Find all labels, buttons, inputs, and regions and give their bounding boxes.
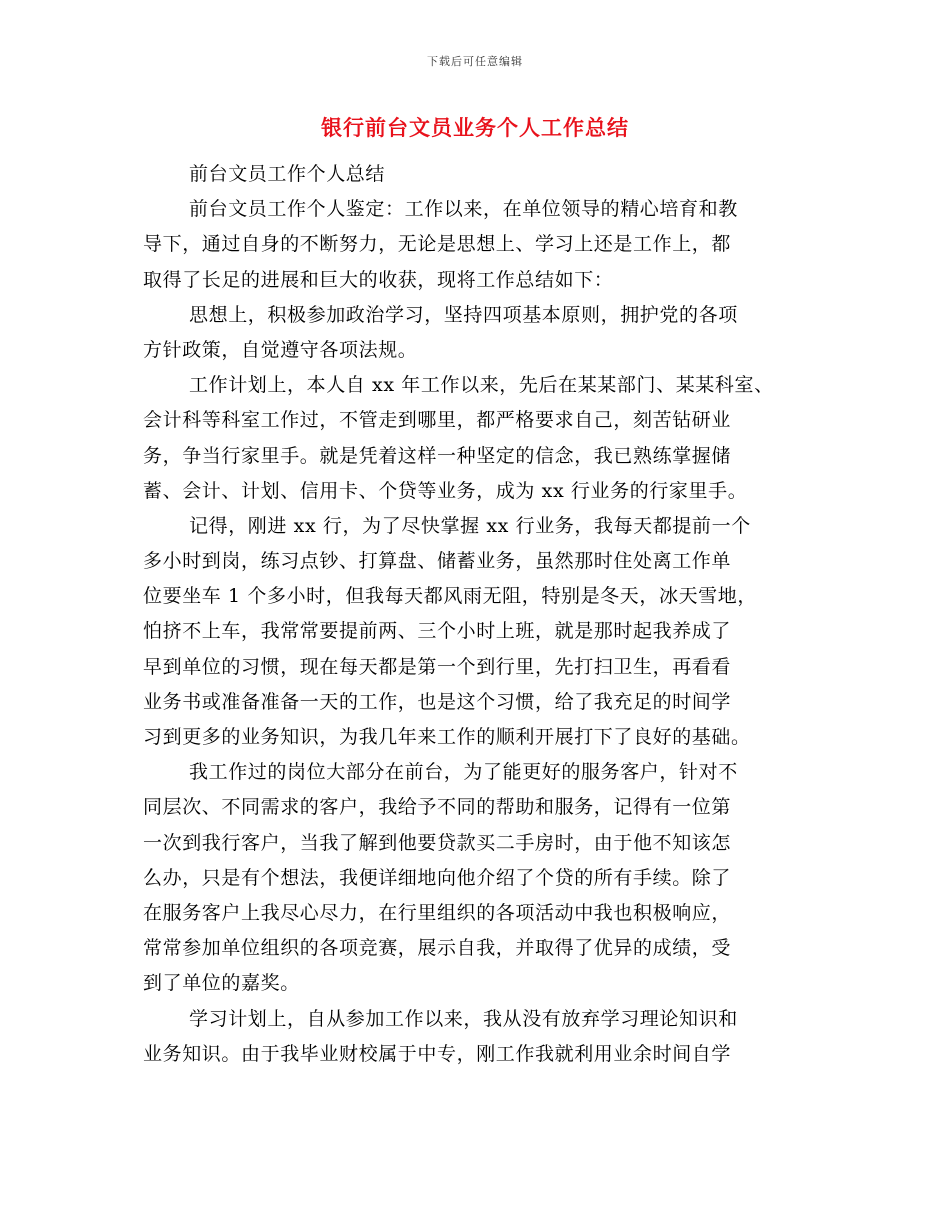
paragraph-line: 同层次、不同需求的客户，我给予不同的帮助和服务，记得有一位第 <box>143 796 732 819</box>
paragraph-line: 多小时到岗，练习点钞、打算盘、储蓄业务，虽然那时住处离工作单 <box>143 550 732 573</box>
paragraph-line: 方针政策，自觉遵守各项法规。 <box>143 338 418 361</box>
paragraph-line: 务，争当行家里手。就是凭着这样一种坚定的信念，我已熟练掌握储 <box>143 444 732 467</box>
paragraph-line: 记得，刚进 xx 行，为了尽快掌握 xx 行业务，我每天都提前一个 <box>189 514 751 537</box>
paragraph-line: 思想上，积极参加政治学习，坚持四项基本原则，拥护党的各项 <box>189 303 738 326</box>
paragraph-line: 业务书或准备准备一天的工作，也是这个习惯，给了我充足的时间学 <box>143 690 732 713</box>
paragraph-line: 前台文员工作个人鉴定：工作以来，在单位领导的精心培育和教 <box>189 198 738 221</box>
document-title: 银行前台文员业务个人工作总结 <box>321 115 629 140</box>
paragraph-line: 位要坐车 1 个多小时，但我每天都风雨无阻，特别是冬天，冰天雪地， <box>143 585 757 608</box>
paragraph-line: 早到单位的习惯，现在每天都是第一个到行里，先打扫卫生，再看看 <box>143 655 732 678</box>
paragraph-line: 取得了长足的进展和巨大的收获，现将工作总结如下： <box>143 268 614 291</box>
paragraph-line: 在服务客户上我尽心尽力，在行里组织的各项活动中我也积极响应， <box>143 901 732 924</box>
paragraph-line: 前台文员工作个人总结 <box>189 163 386 185</box>
paragraph-line: 常常参加单位组织的各项竞赛，展示自我，并取得了优异的成绩，受 <box>143 937 732 960</box>
paragraph-line: 我工作过的岗位大部分在前台，为了能更好的服务客户，针对不 <box>189 761 738 784</box>
paragraph-line: 业务知识。由于我毕业财校属于中专，刚工作我就利用业余时间自学 <box>143 1042 732 1065</box>
paragraph-line: 工作计划上，本人自 xx 年工作以来，先后在某某部门、某某科室、 <box>189 374 774 397</box>
paragraph-line: 么办，只是有个想法，我便详细地向他介绍了个贷的所有手续。除了 <box>143 866 732 889</box>
paragraph-line: 学习计划上，自从参加工作以来，我从没有放弃学习理论知识和 <box>189 1007 738 1030</box>
header-note: 下载后可任意编辑 <box>427 55 523 68</box>
paragraph-line: 导下，通过自身的不断努力，无论是思想上、学习上还是工作上，都 <box>143 233 732 256</box>
paragraph-line: 会计科等科室工作过，不管走到哪里，都严格要求自己，刻苦钻研业 <box>143 409 732 432</box>
paragraph-line: 习到更多的业务知识，为我几年来工作的顺利开展打下了良好的基础。 <box>143 726 751 748</box>
paragraph-line: 怕挤不上车，我常常要提前两、三个小时上班，就是那时起我养成了 <box>143 620 732 643</box>
paragraph-line: 到了单位的嘉奖。 <box>143 972 300 995</box>
paragraph-line: 蓄、会计、计划、信用卡、个贷等业务，成为 xx 行业务的行家里手。 <box>143 479 748 502</box>
document-body <box>143 157 823 1072</box>
paragraph-line: 一次到我行客户，当我了解到他要贷款买二手房时，由于他不知该怎 <box>143 831 732 854</box>
